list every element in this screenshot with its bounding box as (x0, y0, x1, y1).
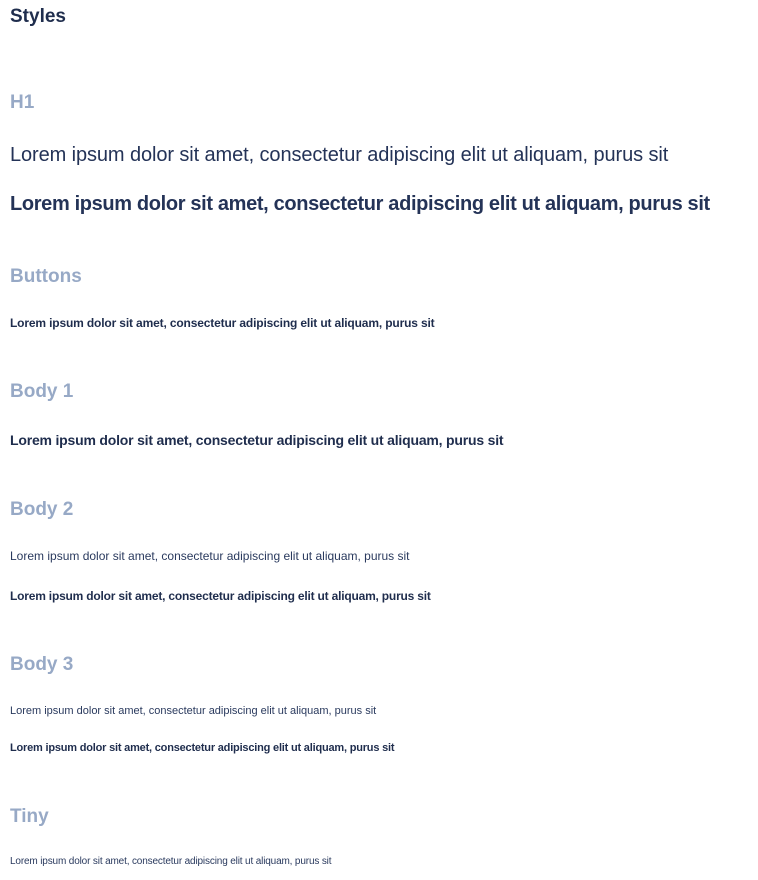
body-2-regular-sample: Lorem ipsum dolor sit amet, consectetur adipiscing elit ut aliquam, purus sit (10, 549, 410, 563)
h1-regular-sample: Lorem ipsum dolor sit amet, consectetur adipiscing elit ut aliquam, purus sit (10, 144, 669, 166)
section-heading-h1: H1 (10, 92, 35, 113)
body-1-sample: Lorem ipsum dolor sit amet, consectetur adipiscing elit ut aliquam, purus sit (10, 432, 504, 448)
section-heading-body-3: Body 3 (10, 654, 74, 675)
body-2-medium-sample: Lorem ipsum dolor sit amet, consectetur adipiscing elit ut aliquam, purus sit (10, 589, 431, 603)
tiny-sample: Lorem ipsum dolor sit amet, consectetur adipiscing elit ut aliquam, purus sit (10, 856, 332, 867)
body-3-regular-sample: Lorem ipsum dolor sit amet, consectetur adipiscing elit ut aliquam, purus sit (10, 705, 377, 717)
section-heading-tiny: Tiny (10, 806, 49, 827)
page-title: Styles (10, 6, 66, 27)
section-heading-buttons: Buttons (10, 266, 82, 287)
buttons-sample: Lorem ipsum dolor sit amet, consectetur adipiscing elit ut aliquam, purus sit (10, 316, 435, 330)
section-heading-body-2: Body 2 (10, 499, 74, 520)
h1-medium-sample: Lorem ipsum dolor sit amet, consectetur adipiscing elit ut aliquam, purus sit (10, 193, 710, 215)
body-3-medium-sample: Lorem ipsum dolor sit amet, consectetur adipiscing elit ut aliquam, purus sit (10, 742, 395, 754)
section-heading-body-1: Body 1 (10, 381, 74, 402)
